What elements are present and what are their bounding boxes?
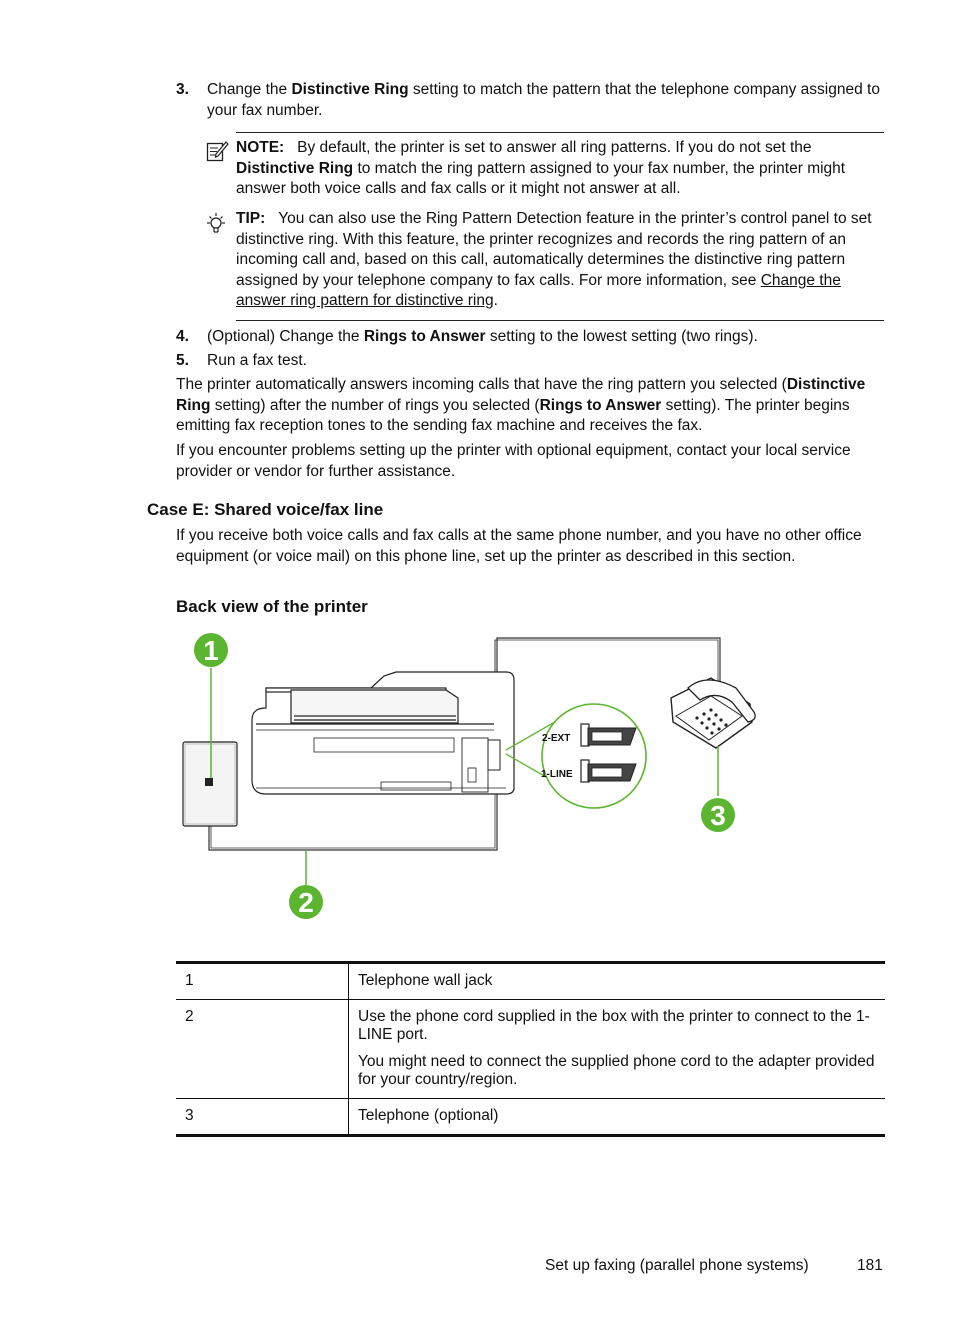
note-icon — [205, 139, 229, 163]
callout-3 — [701, 798, 735, 832]
footer-title: Set up faxing (parallel phone systems) — [545, 1257, 809, 1274]
table-row — [176, 963, 885, 1000]
step-3 — [176, 80, 886, 121]
note-text: NOTE: By default, the printer is set to answer all ring patterns. If you do not set the Distinctive Ring to match the ring pattern assigned to your fax number, the printer might answer both voice calls and fax calls or it might not answer at all. — [236, 139, 846, 197]
port-zoom-circle — [542, 704, 646, 808]
tip-link[interactable]: Change the answer ring pattern for distinctive ring — [236, 271, 841, 309]
port-ext-label: 2-EXT — [542, 733, 571, 744]
svg-text:2: 2 — [298, 887, 314, 918]
port-line-label: 1-LINE — [541, 769, 573, 780]
section-heading: Case E: Shared voice/fax line — [147, 500, 384, 519]
lightbulb-icon — [205, 211, 227, 237]
printer — [252, 672, 514, 794]
step-text: (Optional) Change the Rings to Answer setting to the lowest setting (two rings). — [207, 328, 758, 345]
back-view-diagram — [176, 628, 776, 928]
legend-number: 2 — [176, 1000, 349, 1099]
telephone — [671, 678, 755, 748]
legend-description: Use the phone cord supplied in the box with the printer to connect to the 1-LINE port. You might need to connect the supplied phone cord to the adapter provided for your country/region. — [349, 1000, 886, 1099]
step-text: Run a fax test. — [207, 352, 307, 369]
legend-description: Telephone wall jack — [358, 972, 493, 989]
step-4 — [176, 327, 886, 348]
section-intro: If you receive both voice calls and fax calls at the same phone number, and you have no other office equipment (or voice mail) on this phone line, set up the printer as described in this section. — [176, 527, 862, 565]
step-5 — [176, 351, 886, 372]
callout-1 — [194, 633, 228, 667]
tip-text: TIP: You can also use the Ring Pattern Detection feature in the printer’s control panel to set distinctive ring. With this feature, the printer recognizes and records the ring pattern of an incoming call and, based on this call, automatically determines the distinctive ring pattern assigned by your telephone company to fax calls. For more information, see Change the answer ring pattern for distinctive ring. — [236, 210, 872, 309]
svg-text:1: 1 — [203, 635, 219, 666]
svg-text:3: 3 — [710, 800, 726, 831]
callout-2 — [289, 885, 323, 919]
step-number: 5. — [176, 352, 189, 369]
step-number: 4. — [176, 328, 189, 345]
legend-description: Telephone (optional) — [349, 1099, 886, 1136]
legend-number: 1 — [176, 963, 349, 1000]
paragraph-auto-answer: The printer automatically answers incoming calls that have the ring pattern you selected (Distinctive Ring setting) after the number of rings you selected (Rings to Answer setting). The printer begins emitting fax reception tones to the sending fax machine and receives the fax. — [176, 376, 866, 434]
step-text: Change the Distinctive Ring setting to match the pattern that the telephone company assigned to your fax number. — [207, 81, 880, 119]
figure-heading: Back view of the printer — [176, 597, 368, 616]
step-number: 3. — [176, 81, 189, 98]
table-row — [176, 1000, 885, 1099]
page-number: 181 — [857, 1257, 883, 1274]
table-row — [176, 1099, 885, 1136]
wall-jack — [183, 742, 237, 826]
paragraph-problems: If you encounter problems setting up the printer with optional equipment, contact your local service provider or vendor for further assistance. — [176, 442, 851, 480]
legend-table — [176, 961, 885, 1137]
legend-number: 3 — [176, 1099, 349, 1136]
